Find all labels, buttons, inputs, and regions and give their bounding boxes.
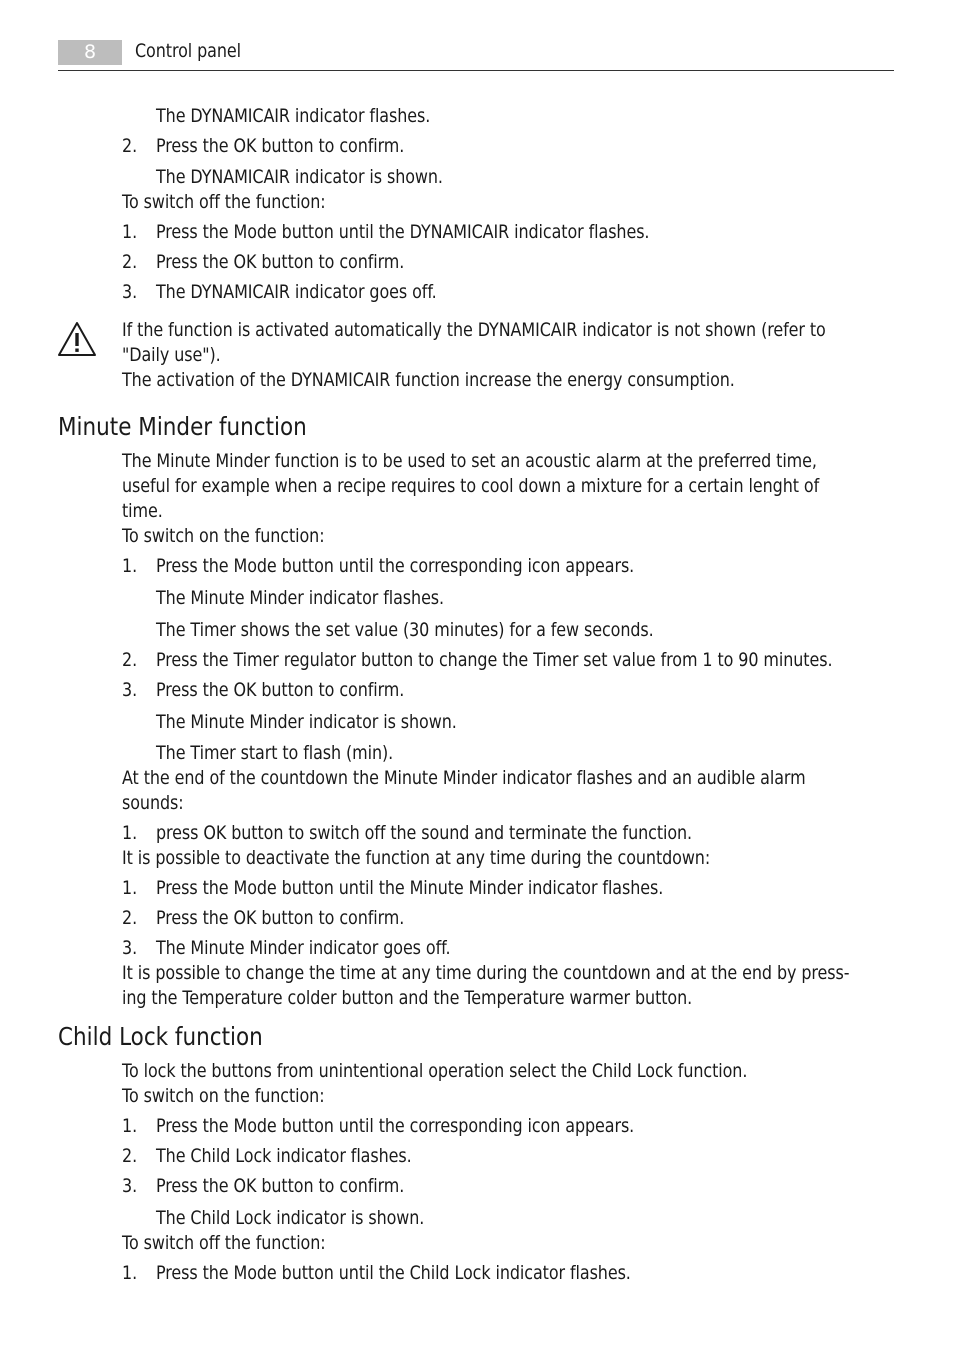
body-line: The Timer start to flash (min). bbox=[156, 742, 394, 764]
body-line: sounds: bbox=[122, 792, 184, 814]
body-line: The DYNAMICAIR indicator is shown. bbox=[156, 166, 443, 188]
list-item: Press the Mode button until the Minute Minder indicator flashes. bbox=[156, 877, 664, 899]
warning-text: The activation of the DYNAMICAIR function increase the energy consumption. bbox=[122, 369, 735, 391]
list-number: 3. bbox=[122, 679, 138, 701]
list-item: Press the OK button to confirm. bbox=[156, 679, 405, 701]
header-divider bbox=[58, 70, 894, 71]
list-number: 3. bbox=[122, 281, 138, 303]
body-line: The Minute Minder indicator flashes. bbox=[156, 587, 445, 609]
body-line: To lock the buttons from unintentional operation select the Child Lock function. bbox=[122, 1060, 748, 1082]
body-line: time. bbox=[122, 500, 163, 522]
list-number: 2. bbox=[122, 135, 138, 157]
section-title: Control panel bbox=[135, 40, 241, 62]
list-number: 3. bbox=[122, 937, 138, 959]
list-item: Press the OK button to confirm. bbox=[156, 251, 405, 273]
body-line: To switch on the function: bbox=[122, 1085, 325, 1107]
list-item: Press the OK button to confirm. bbox=[156, 135, 405, 157]
body-line: The DYNAMICAIR indicator flashes. bbox=[156, 105, 431, 127]
section-heading: Child Lock function bbox=[58, 1022, 263, 1051]
body-line: useful for example when a recipe requires to cool down a mixture for a certain lenght of bbox=[122, 475, 820, 497]
list-number: 1. bbox=[122, 1262, 138, 1284]
list-number: 1. bbox=[122, 877, 138, 899]
body-line: ing the Temperature colder button and the Temperature warmer button. bbox=[122, 987, 693, 1009]
list-number: 2. bbox=[122, 649, 138, 671]
warning-text: If the function is activated automatically the DYNAMICAIR indicator is not shown (refer to bbox=[122, 319, 826, 341]
list-item: press OK button to switch off the sound and terminate the function. bbox=[156, 822, 693, 844]
list-item: Press the OK button to confirm. bbox=[156, 1175, 405, 1197]
list-number: 3. bbox=[122, 1175, 138, 1197]
section-heading: Minute Minder function bbox=[58, 412, 307, 441]
body-line: To switch off the function: bbox=[122, 191, 326, 213]
list-number: 1. bbox=[122, 221, 138, 243]
list-number: 1. bbox=[122, 555, 138, 577]
list-number: 1. bbox=[122, 822, 138, 844]
list-number: 2. bbox=[122, 251, 138, 273]
body-line: It is possible to deactivate the function at any time during the countdown: bbox=[122, 847, 711, 869]
list-item: Press the Timer regulator button to change the Timer set value from 1 to 90 minutes. bbox=[156, 649, 833, 671]
list-item: The DYNAMICAIR indicator goes off. bbox=[156, 281, 437, 303]
list-number: 1. bbox=[122, 1115, 138, 1137]
list-number: 2. bbox=[122, 907, 138, 929]
body-line: It is possible to change the time at any time during the countdown and at the end by press- bbox=[122, 962, 850, 984]
body-line: The Timer shows the set value (30 minutes) for a few seconds. bbox=[156, 619, 654, 641]
warning-triangle-icon bbox=[57, 321, 97, 357]
body-line: At the end of the countdown the Minute Minder indicator flashes and an audible alarm bbox=[122, 767, 806, 789]
list-item: The Minute Minder indicator goes off. bbox=[156, 937, 451, 959]
body-line: To switch off the function: bbox=[122, 1232, 326, 1254]
body-line: The Minute Minder indicator is shown. bbox=[156, 711, 457, 733]
list-item: Press the OK button to confirm. bbox=[156, 907, 405, 929]
body-line: To switch on the function: bbox=[122, 525, 325, 547]
warning-text: "Daily use"). bbox=[122, 344, 221, 366]
list-item: Press the Mode button until the corresponding icon appears. bbox=[156, 1115, 635, 1137]
list-item: Press the Mode button until the DYNAMICAIR indicator flashes. bbox=[156, 221, 650, 243]
list-item: The Child Lock indicator flashes. bbox=[156, 1145, 412, 1167]
list-number: 2. bbox=[122, 1145, 138, 1167]
body-line: The Minute Minder function is to be used to set an acoustic alarm at the preferred time, bbox=[122, 450, 817, 472]
list-item: Press the Mode button until the Child Lock indicator flashes. bbox=[156, 1262, 631, 1284]
page-number: 8 bbox=[83, 41, 97, 63]
list-item: Press the Mode button until the corresponding icon appears. bbox=[156, 555, 635, 577]
body-line: The Child Lock indicator is shown. bbox=[156, 1207, 425, 1229]
